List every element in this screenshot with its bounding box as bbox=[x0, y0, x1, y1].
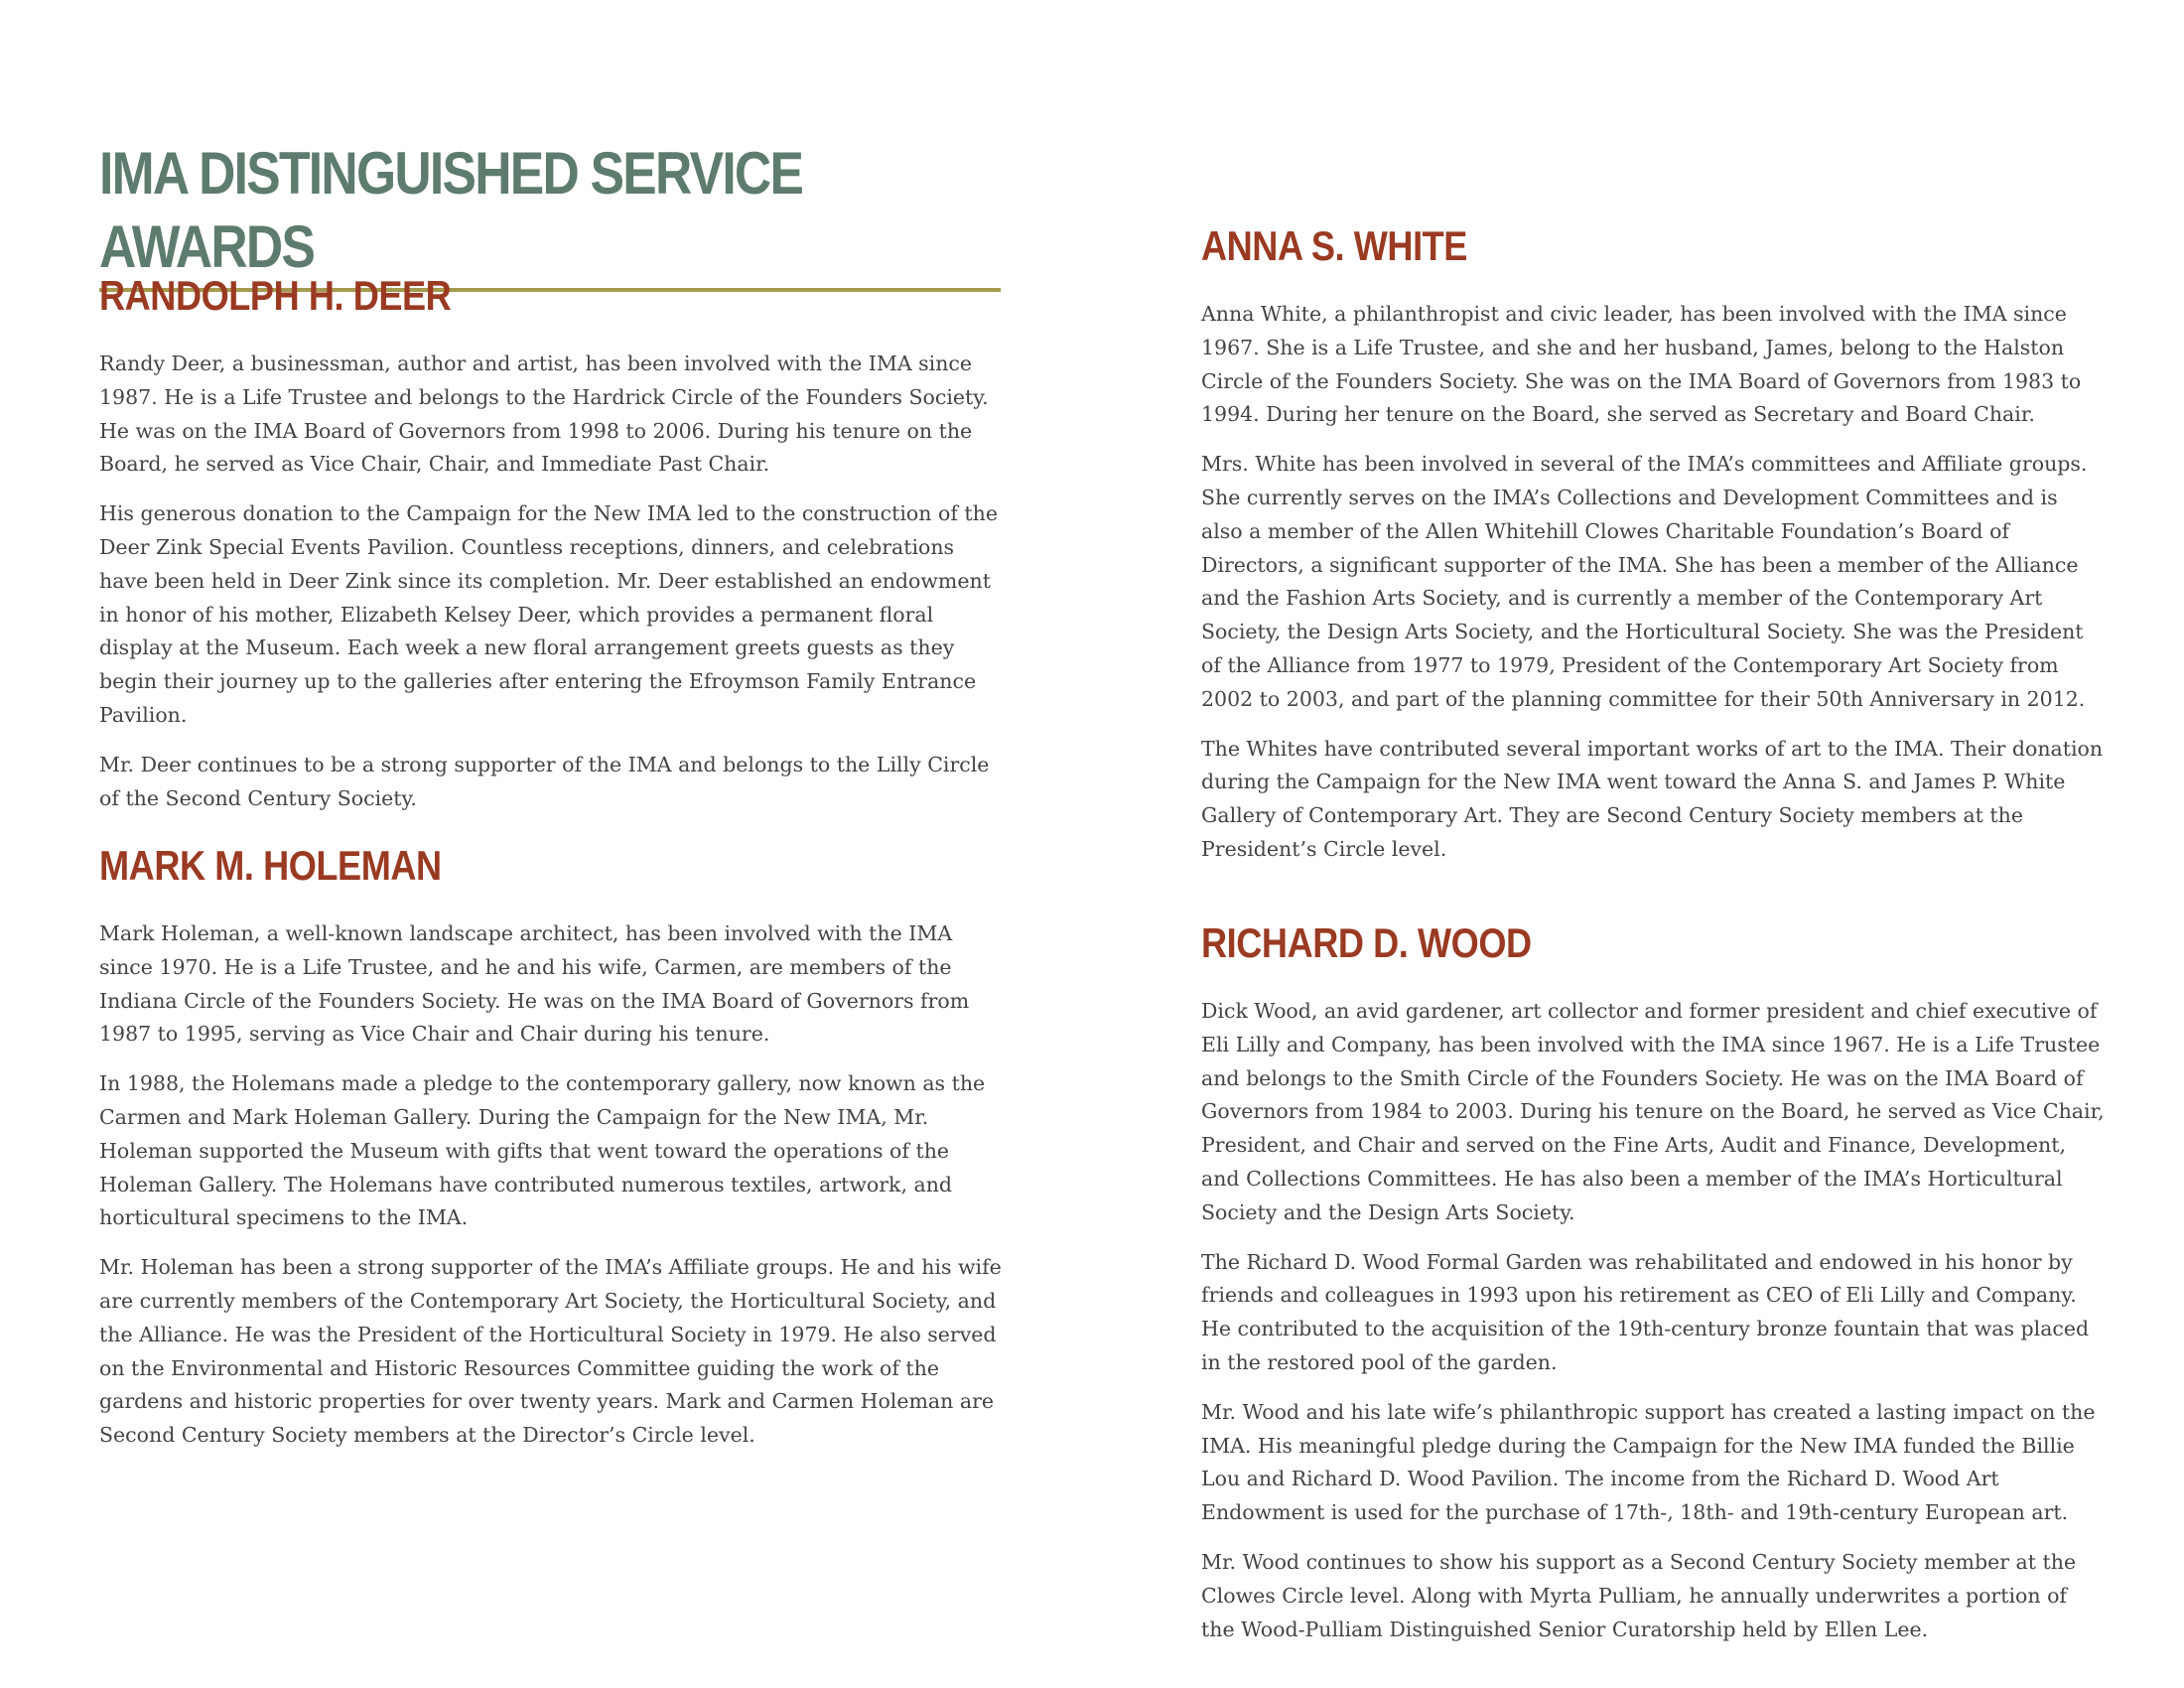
bio-paragraph: Randy Deer, a businessman, author and artist, has been involved with the IMA since 1987. He is a Life Trustee and belongs to the Hardrick Circle of the Founders Society. He was on the IMA Board of Governors from 1998 to 2006. During his tenure on the Board, he served as Vice Chair, Chair, and Immediate Past Chair. bbox=[99, 352, 989, 477]
bio-paragraph: His generous donation to the Campaign for the New IMA led to the construction of the Deer Zink Special Events Pavilion. Countless receptions, dinners, and celebrations have been held in Deer Zink since its completion. Mr. Deer established an endowment in honor of his mother, Elizabeth Kelsey Deer, which provides a permanent floral display at the Museum. Each week a new floral arrangement greets guests as they begin their journey up to the galleries after entering the Efroymson Family Entrance Pavilion. bbox=[99, 501, 998, 727]
bio-body bbox=[99, 917, 1003, 1453]
bio-body bbox=[99, 348, 1003, 815]
bio-paragraph: Dick Wood, an avid gardener, art collector and former president and chief executive of Eli Lilly and Company, has been involved with the IMA since 1967. He is a Life Trustee and belongs to the Smith Circle of the Founders Society. He was on the IMA Board of Governors from 1984 to 2003. During his tenure on the Board, he served as Vice Chair, President, and Chair and served on the Fine Arts, Audit and Finance, Development, and Collections Committees. He has also been a member of the IMA’s Horticultural Society and the Design Arts Society. bbox=[1201, 999, 2105, 1224]
bio-paragraph: Mrs. White has been involved in several of the IMA’s committees and Affiliate groups. She currently serves on the IMA’s Collections and Development Committees and is also a member of the Allen Whitehill Clowes Charitable Foundation’s Board of Directors, a significant supporter of the IMA. She has been a member of the Alliance and the Fashion Arts Society, and is currently a member of the Contemporary Art Society, the Design Arts Society, and the Horticultural Society. She was the President of the Alliance from 1977 to 1979, President of the Contemporary Art Society from 2002 to 2003, and part of the planning committee for their 50th Anniversary in 2012. bbox=[1201, 452, 2088, 711]
bio-richard-wood bbox=[1201, 917, 2105, 1662]
bio-name: RICHARD D. WOOD bbox=[1201, 919, 1532, 966]
bio-paragraph: In 1988, the Holemans made a pledge to the contemporary gallery, now known as the Carmen and Mark Holeman Gallery. During the Campaign for the New IMA, Mr. Holeman supported the Museum with gifts that went toward the operations of the Holeman Gallery. The Holemans have contributed numerous textiles, artwork, and horticultural specimens to the IMA. bbox=[99, 1071, 986, 1230]
bio-paragraph: Anna White, a philanthropist and civic leader, has been involved with the IMA since 1967. She is a Life Trustee, and she and her husband, James, belong to the Halston Circle of the Founders Society. She was on the IMA Board of Governors from 1983 to 1994. During her tenure on the Board, she served as Secretary and Board Chair. bbox=[1201, 302, 2082, 427]
bio-paragraph: The Whites have contributed several important works of art to the IMA. Their donation during the Campaign for the New IMA went toward the Anna S. and James P. White Gallery of Contemporary Art. They are Second Century Society members at the President’s Circle level. bbox=[1201, 736, 2104, 861]
bio-paragraph: Mr. Wood continues to show his support as a Second Century Society member at the Clowes Circle level. Along with Myrta Pulliam, he annually underwrites a portion of the Wood-Pulliam Distinguished Senior Curatorship held by Ellen Lee. bbox=[1201, 1549, 2077, 1641]
bio-paragraph: The Richard D. Wood Formal Garden was rehabilitated and endowed in his honor by friends and colleagues in 1993 upon his retirement as CEO of Eli Lilly and Company. He contributed to the acquisition of the 19th-century bronze fountain that was placed in the restored pool of the garden. bbox=[1201, 1249, 2090, 1374]
bio-paragraph: Mr. Deer continues to be a strong supporter of the IMA and belongs to the Lilly Circle of the Second Century Society. bbox=[99, 752, 990, 810]
page-title: IMA DISTINGUISHED SERVICE AWARDS bbox=[99, 137, 1001, 292]
bio-body bbox=[1201, 995, 2105, 1646]
bio-randolph-deer bbox=[99, 270, 1003, 831]
bio-paragraph: Mark Holeman, a well-known landscape architect, has been involved with the IMA since 1970. He is a Life Trustee, and he and his wife, Carmen, are members of the Indiana Circle of the Founders Society. He was on the IMA Board of Governors from 1987 to 1995, serving as Vice Chair and Chair during his tenure. bbox=[99, 921, 970, 1047]
bio-name: MARK M. HOLEMAN bbox=[99, 842, 442, 889]
bio-name: RANDOLPH H. DEER bbox=[99, 272, 452, 319]
bio-mark-holeman bbox=[99, 840, 1003, 1469]
bio-paragraph: Mr. Wood and his late wife’s philanthropic support has created a lasting impact on the IMA. His meaningful pledge during the Campaign for the New IMA funded the Billie Lou and Richard D. Wood Pavilion. The income from the Richard D. Wood Art Endowment is used for the purchase of 17th-, 18th- and 19th-century European art. bbox=[1201, 1399, 2096, 1525]
bio-name: ANNA S. WHITE bbox=[1201, 222, 1467, 269]
bio-paragraph: Mr. Holeman has been a strong supporter of the IMA’s Affiliate groups. He and his wife are currently members of the Contemporary Art Society, the Horticultural Society, and the Alliance. He was the President of the Horticultural Society in 1979. He also served on the Environmental and Historic Resources Committee guiding the work of the gardens and historic properties for over twenty years. Mark and Carmen Holeman are Second Century Society members at the Director’s Circle level. bbox=[99, 1255, 1002, 1448]
bio-body bbox=[1201, 298, 2105, 867]
bio-anna-white bbox=[1201, 220, 2105, 883]
